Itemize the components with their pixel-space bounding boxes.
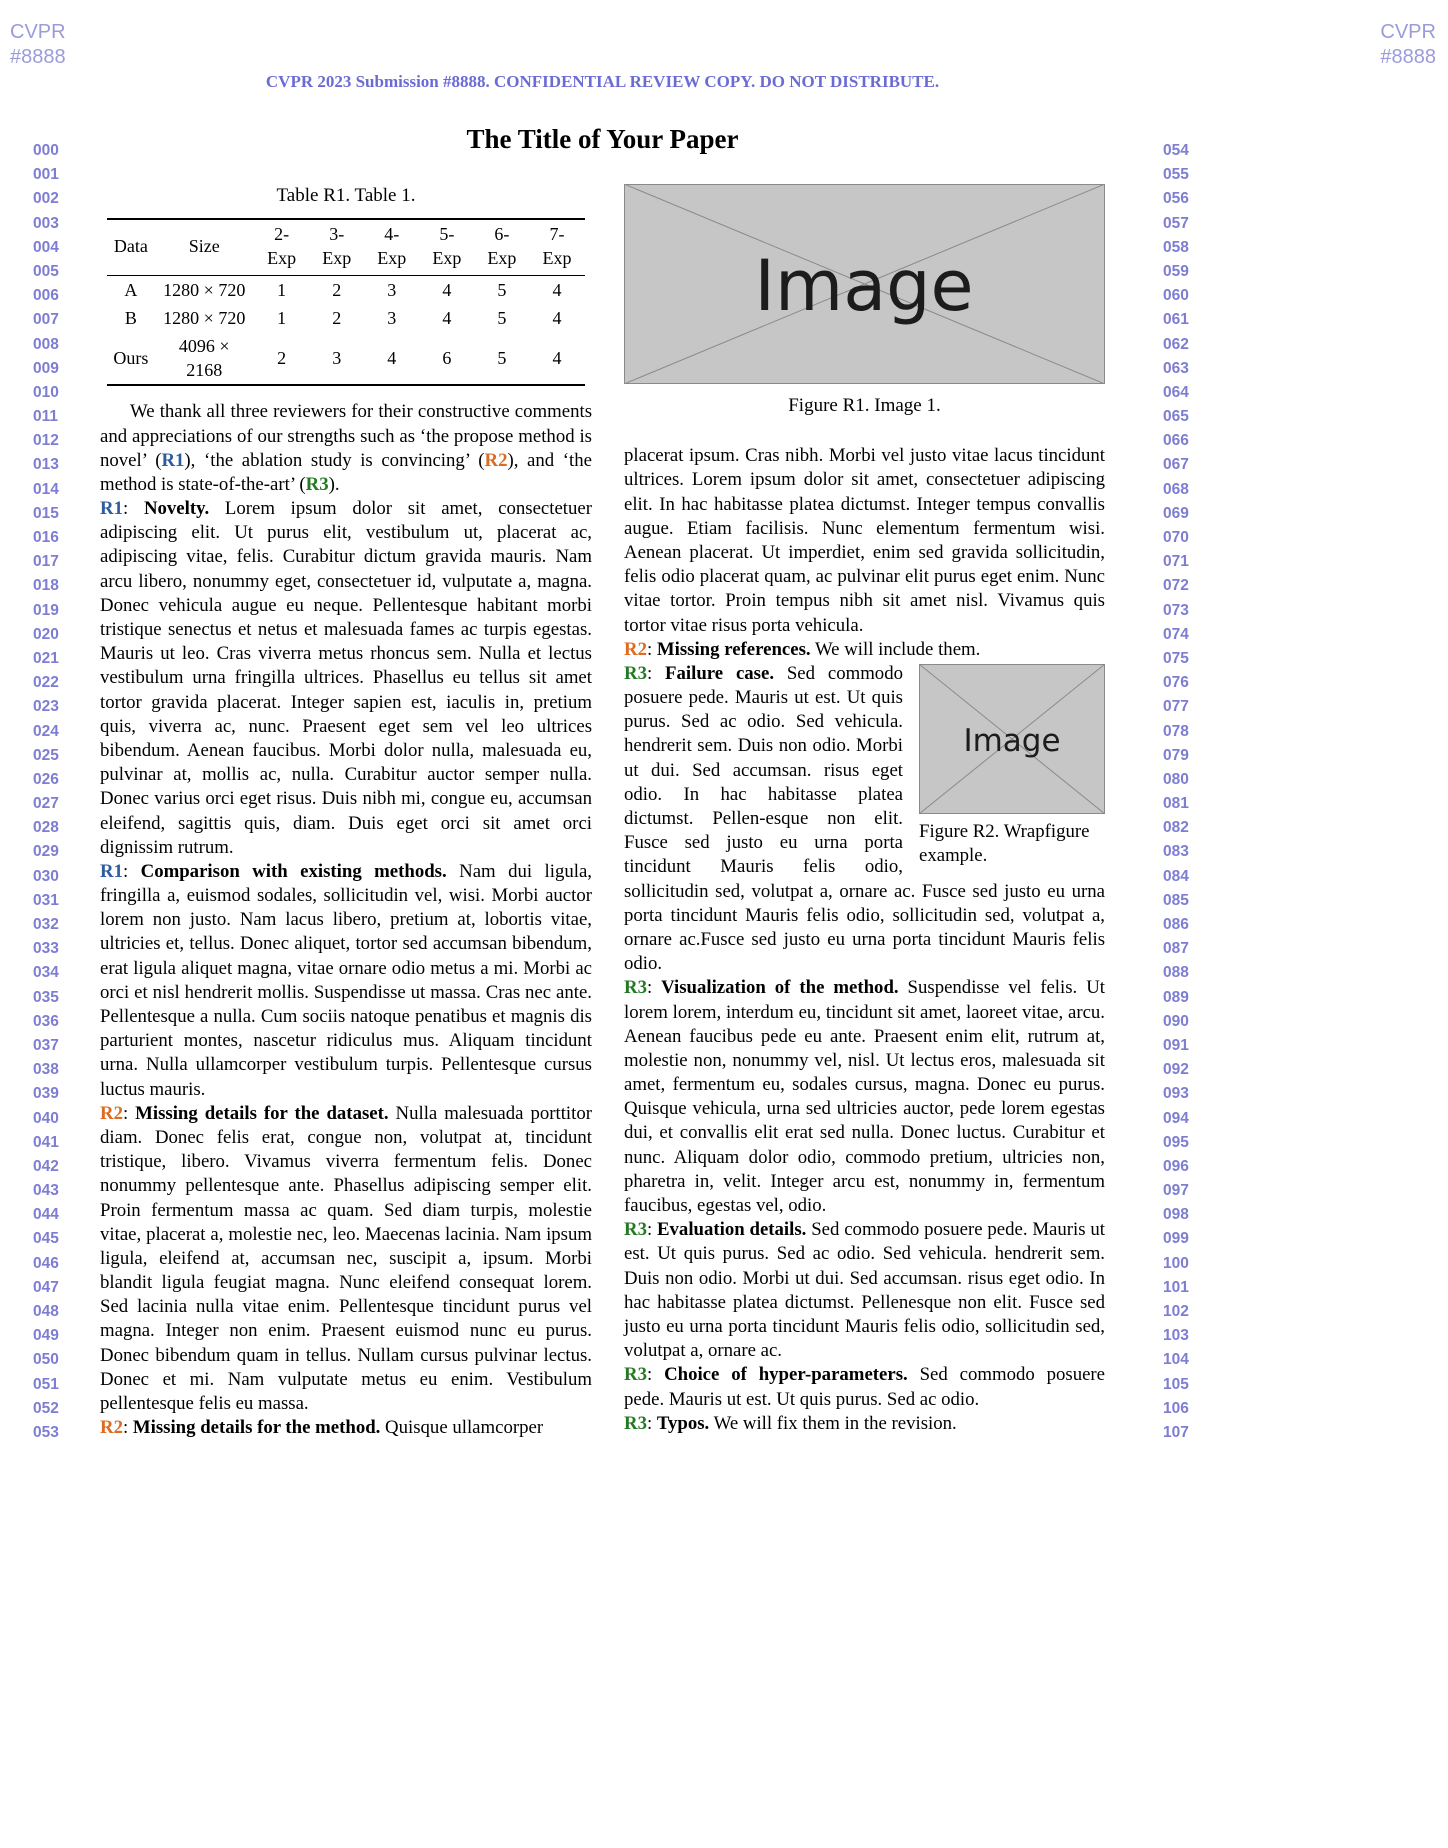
right-paragraphs xyxy=(624,444,1105,1436)
table-cell: 5 xyxy=(497,348,507,369)
line-number: 041 xyxy=(33,1133,59,1151)
line-numbers-right xyxy=(1163,142,1189,1448)
line-number: 049 xyxy=(33,1327,59,1345)
line-number: 020 xyxy=(33,625,59,643)
line-number: 018 xyxy=(33,577,59,595)
reviewer-ref-r2: R2 xyxy=(100,1417,123,1439)
line-number: 097 xyxy=(1163,1182,1189,1200)
line-number: 065 xyxy=(1163,408,1189,426)
line-number: 006 xyxy=(33,287,59,305)
line-number: 055 xyxy=(1163,166,1189,184)
line-number: 107 xyxy=(1163,1423,1189,1441)
table-r1 xyxy=(100,184,592,386)
figure-r1-caption: Figure R1. Image 1. xyxy=(788,395,941,416)
text-run: : xyxy=(646,977,662,999)
line-number: 050 xyxy=(33,1351,59,1369)
r2-references-paragraph xyxy=(624,638,1105,662)
paragraph-heading: Comparison with existing methods. xyxy=(140,860,447,882)
figure-r2-caption: Figure R2. Wrapfigure example. xyxy=(919,820,1090,866)
table-cell: 4 xyxy=(442,279,452,300)
line-number: 099 xyxy=(1163,1230,1189,1248)
table-cell: 1 xyxy=(277,307,287,328)
table-cell: B xyxy=(124,307,137,328)
figure-r1 xyxy=(624,184,1105,418)
figure-r1-image xyxy=(624,184,1105,384)
text-run: : xyxy=(646,1364,665,1386)
reviewer-ref-r2: R2 xyxy=(100,1102,123,1124)
text-run: Quisque ullamcorper xyxy=(380,1417,544,1439)
line-number: 066 xyxy=(1163,432,1189,450)
line-number: 036 xyxy=(33,1012,59,1030)
paragraph-heading: Visualization of the method. xyxy=(661,977,899,999)
r3-hyperparameters-paragraph xyxy=(624,1363,1105,1411)
r3-typos-paragraph xyxy=(624,1412,1105,1436)
line-number: 086 xyxy=(1163,916,1189,933)
intro-paragraph xyxy=(100,400,592,497)
text-run: We will include them. xyxy=(810,638,981,660)
line-number: 072 xyxy=(1163,577,1189,595)
reviewer-ref-r1: R1 xyxy=(100,860,123,882)
table-cell: 4 xyxy=(552,307,562,328)
reviewer-ref-r1: R1 xyxy=(161,449,185,471)
text-run: : xyxy=(122,1102,136,1124)
line-number: 027 xyxy=(33,795,59,813)
line-number: 067 xyxy=(1163,456,1189,474)
line-number: 021 xyxy=(33,649,59,667)
line-number: 077 xyxy=(1163,698,1189,716)
line-number: 019 xyxy=(33,601,59,619)
table-row xyxy=(107,304,584,332)
line-number: 069 xyxy=(1163,504,1189,522)
right-column xyxy=(624,180,1105,1436)
text-run: ). xyxy=(328,473,340,495)
line-number: 095 xyxy=(1163,1133,1189,1151)
line-number: 014 xyxy=(33,480,59,498)
reviewer-ref-r3: R3 xyxy=(624,1219,647,1241)
line-number: 062 xyxy=(1163,335,1189,353)
r3-failure-case-paragraph xyxy=(624,662,1105,976)
paper-title: The Title of Your Paper xyxy=(466,124,739,154)
table-header-cell: 6-Exp xyxy=(474,219,529,275)
line-number: 073 xyxy=(1163,601,1189,619)
line-number: 008 xyxy=(33,335,59,353)
watermark-line: #8888 xyxy=(1380,46,1436,68)
table-caption: Table R1. Table 1. xyxy=(276,185,416,206)
figure-r2-placeholder-text: Image xyxy=(963,722,1061,759)
line-number: 022 xyxy=(33,674,59,692)
line-number: 100 xyxy=(1163,1254,1189,1272)
r3-visualization-paragraph xyxy=(624,976,1105,1218)
reviewer-ref-r3: R3 xyxy=(624,662,647,684)
paragraph-heading: Typos. xyxy=(656,1412,710,1434)
text-run: placerat ipsum. Cras nibh. Morbi vel justo vitae lacus tincidunt ultrices. Lorem ipsum dolor sit amet, consectetuer adipiscing elit. In hac habitasse platea dictumst. Integer tempus convallis augue. Etiam facilisis. Nunc elementum fermentum wisi. Aenean placerat. Ut imperdiet, enim sed gravida sollicitudin, felis odio placerat quam, ac pulvinar elit purus eget enim. Nunc vitae tortor. Proin tempus nibh sit amet nisl. Vivamus quis tortor vitae risus porta vehicula. xyxy=(624,445,1105,636)
line-number: 057 xyxy=(1163,214,1189,232)
line-number: 075 xyxy=(1163,649,1189,667)
table-cell: 4 xyxy=(552,348,562,369)
line-number: 053 xyxy=(33,1423,59,1441)
text-run: We will fix them in the revision. xyxy=(709,1412,957,1434)
paragraph-heading: Choice of hyper-parameters. xyxy=(664,1364,908,1386)
line-number: 013 xyxy=(33,456,59,474)
line-number: 003 xyxy=(33,214,59,232)
line-number: 091 xyxy=(1163,1036,1189,1054)
reviewer-ref-r3: R3 xyxy=(624,977,647,999)
line-number: 068 xyxy=(1163,480,1189,498)
confidential-notice: CVPR 2023 Submission #8888. CONFIDENTIAL REVIEW COPY. DO NOT DISTRIBUTE. xyxy=(265,72,940,91)
reviewer-ref-r2: R2 xyxy=(484,449,508,471)
table-header-cell: 7-Exp xyxy=(529,219,584,275)
table-row xyxy=(107,332,584,385)
line-number: 046 xyxy=(33,1254,59,1272)
line-number: 080 xyxy=(1163,770,1189,788)
text-run: Nulla malesuada porttitor diam. Donec felis erat, congue non, volutpat at, tincidunt tristique, libero. Vivamus viverra fermentum felis. Donec nonummy pellentesque ante. Phasellus adipiscing semper elit. Proin fermentum massa ac quam. Sed diam turpis, molestie vitae, placerat a, molestie nec, leo. Maecenas lacinia. Nam ipsum ligula, eleifend at, accumsan nec, suscipit a, ipsum. Morbi blandit ligula feugiat magna. Nunc eleifend consequat lorem. Sed lacinia nulla vitae enim. Pellentesque tincidunt purus vel magna. Integer non enim. Praesent euismod nunc eu purus. Donec bibendum quam in tellus. Nullam cursus pulvinar lectus. Donec et mi. Nam vulputate metus eu enim. Vestibulum pellentesque felis eu massa. xyxy=(100,1102,592,1414)
table-cell: 1280 × 720 xyxy=(163,307,246,328)
line-number: 048 xyxy=(33,1303,59,1320)
paragraph-heading: Missing details for the dataset. xyxy=(135,1102,389,1124)
r1-novelty-paragraph xyxy=(100,497,592,860)
table-cell: 4 xyxy=(552,279,562,300)
line-number: 028 xyxy=(33,819,59,837)
line-number: 064 xyxy=(1163,383,1189,401)
table-cell: 2 xyxy=(277,348,287,369)
line-number: 087 xyxy=(1163,940,1189,958)
line-number: 043 xyxy=(33,1182,59,1200)
text-run: : xyxy=(646,1412,657,1434)
text-run: Sed commodo posuere pede. Mauris ut est. Ut quis purus. Sed ac odio. Sed vehicula. hendrerit sem. Duis non odio. Morbi ut dui. Sed accumsan. risus eget odio. In hac habitasse platea dictumst. Pellen-esque non elit. Fusce sed justo eu urna porta tincidunt Mauris felis odio, sollicitudin sed, volutpat a, ornare ac. Fusce sed justo eu urna porta tincidunt Mauris felis odio, sollicitudin sed, volutpat a, ornare ac.Fusce sed justo eu urna porta tincidunt Mauris felis odio. xyxy=(624,662,1105,975)
table-cell: 6 xyxy=(442,348,452,369)
line-number: 096 xyxy=(1163,1157,1189,1175)
text-run: : xyxy=(646,638,657,660)
line-number: 033 xyxy=(33,940,59,958)
r2-method-continuation-paragraph xyxy=(624,444,1105,638)
line-number: 034 xyxy=(33,964,59,982)
line-number: 060 xyxy=(1163,287,1189,305)
line-number: 030 xyxy=(33,867,59,885)
line-number: 098 xyxy=(1163,1206,1189,1224)
line-number: 104 xyxy=(1163,1351,1189,1369)
r1-comparison-paragraph xyxy=(100,860,592,1102)
line-number: 045 xyxy=(33,1230,59,1248)
line-number: 042 xyxy=(33,1157,59,1175)
table-cell: A xyxy=(124,279,138,300)
line-number: 044 xyxy=(33,1206,59,1224)
line-number: 090 xyxy=(1163,1012,1189,1030)
line-number: 005 xyxy=(33,262,59,280)
line-number: 035 xyxy=(33,988,59,1006)
table-cell: 3 xyxy=(332,348,342,369)
line-number: 009 xyxy=(33,359,59,377)
text-run: Suspendisse vel felis. Ut lorem lorem, interdum eu, tincidunt sit amet, laoreet vitae, arcu. Aenean faucibus pede eu ante. Praesent enim elit, rutrum at, molestie non, nonummy vel, nisl. Ut lectus eros, malesuada sit amet, fermentum eu, sodales cursus, magna. Donec eu purus. Quisque vehicula, urna sed ultricies auctor, pede lorem egestas dui, et convallis elit erat sed nulla. Donec luctus. Curabitur et nunc. Aliquam dolor odio, commodo pretium, ultricies non, pharetra in, velit. Integer arcu est, nonummy in, fermentum faucibus, egestas vel, odio. xyxy=(624,977,1105,1216)
line-number: 079 xyxy=(1163,746,1189,764)
r2-dataset-paragraph xyxy=(100,1102,592,1416)
text-run: Lorem ipsum dolor sit amet, consectetuer adipiscing elit. Ut purus elit, vestibulum ut, placerat ac, adipiscing vitae, felis. Curabitur dictum gravida mauris. Nam arcu libero, nonummy eget, consectetuer id, vulputate a, magna. Donec vehicula augue eu neque. Pellentesque habitant morbi tristique senectus et netus et malesuada fames ac turpis egestas. Mauris ut leo. Cras viverra metus rhoncus sem. Nulla et lectus vestibulum urna fringilla ultrices. Phasellus eu tellus sit amet tortor gravida placerat. Integer sapien est, iaculis in, pretium quis, viverra ac, nunc. Praesent eget sem vel leo ultrices bibendum. Aenean faucibus. Morbi dolor nulla, malesuada eu, pulvinar at, mollis ac, nulla. Curabitur auctor semper nulla. Donec varius orci eget risus. Duis nibh mi, congue eu, accumsan eleifend, sagittis quis, diam. Duis eget orci sit amet orci dignissim rutrum. xyxy=(100,498,592,858)
text-run: Sed commodo posuere pede. Mauris ut est. Ut quis purus. Sed ac odio. xyxy=(624,1364,1106,1410)
line-number: 103 xyxy=(1163,1327,1189,1345)
paragraph-heading: Missing details for the method. xyxy=(132,1417,381,1439)
text-run: ), ‘the ablation study is convincing’ ( xyxy=(184,449,485,471)
paragraph-heading: Missing references. xyxy=(656,638,811,660)
reviewer-ref-r1: R1 xyxy=(100,498,123,520)
line-number: 076 xyxy=(1163,674,1189,692)
reviewer-ref-r3: R3 xyxy=(624,1364,647,1386)
line-number: 056 xyxy=(1163,190,1189,208)
table-header-cell: Size xyxy=(154,219,254,275)
table-header-cell: 3-Exp xyxy=(309,219,364,275)
table-body xyxy=(107,275,584,385)
table-cell: 4 xyxy=(442,307,452,328)
line-number: 078 xyxy=(1163,722,1189,740)
table-cell: 4 xyxy=(387,348,397,369)
table-cell: 5 xyxy=(497,307,507,328)
table-cell: 2 xyxy=(332,307,342,328)
watermark-right xyxy=(1380,20,1436,70)
line-number: 037 xyxy=(33,1036,59,1054)
r3-evaluation-paragraph xyxy=(624,1218,1105,1363)
line-number: 106 xyxy=(1163,1399,1189,1417)
line-number: 061 xyxy=(1163,311,1189,329)
line-number: 047 xyxy=(33,1278,59,1296)
line-number: 016 xyxy=(33,529,59,546)
line-number: 105 xyxy=(1163,1375,1189,1393)
figure-r1-placeholder-text: Image xyxy=(754,245,974,327)
line-number: 002 xyxy=(33,190,59,208)
line-number: 023 xyxy=(33,698,59,716)
line-number: 102 xyxy=(1163,1303,1189,1320)
table-cell: 5 xyxy=(497,279,507,300)
reviewer-ref-r3: R3 xyxy=(624,1412,647,1434)
table-cell: 1 xyxy=(277,279,287,300)
line-number: 101 xyxy=(1163,1278,1189,1296)
watermark-line: CVPR xyxy=(1380,21,1436,43)
text-run: We thank all three reviewers for their constructive comments and appreciations of our strengths such as ‘the propose method is novel’ ( xyxy=(100,401,592,471)
text-run: : xyxy=(122,1417,133,1439)
line-number: 024 xyxy=(33,722,59,740)
figure-r2 xyxy=(919,664,1105,868)
paragraph-heading: Novelty. xyxy=(143,498,210,520)
line-number: 004 xyxy=(33,238,59,256)
line-number: 082 xyxy=(1163,819,1189,837)
line-number: 051 xyxy=(33,1375,59,1393)
line-number: 081 xyxy=(1163,795,1189,813)
table-row xyxy=(107,275,584,304)
reviewer-ref-r2: R2 xyxy=(624,638,647,660)
line-number: 026 xyxy=(33,770,59,788)
table-cell: 2 xyxy=(332,279,342,300)
watermark-left xyxy=(10,20,66,70)
line-number: 029 xyxy=(33,843,59,861)
line-number: 007 xyxy=(33,311,59,329)
table-header-cell: Data xyxy=(107,219,154,275)
left-paragraphs xyxy=(100,400,592,1440)
data-table xyxy=(107,218,584,386)
table-header-cell: 4-Exp xyxy=(364,219,419,275)
text-run: : xyxy=(646,662,666,684)
reviewer-ref-r3: R3 xyxy=(305,473,329,495)
text-run: : xyxy=(646,1219,658,1241)
text-run: : xyxy=(122,498,144,520)
line-number: 092 xyxy=(1163,1061,1189,1079)
table-cell: 3 xyxy=(387,307,397,328)
line-number: 084 xyxy=(1163,867,1189,885)
paragraph-heading: Failure case. xyxy=(665,662,775,684)
line-number: 038 xyxy=(33,1061,59,1079)
line-number: 070 xyxy=(1163,529,1189,546)
table-cell: 4096 × 2168 xyxy=(178,335,230,381)
table-cell: 3 xyxy=(387,279,397,300)
line-number: 039 xyxy=(33,1085,59,1103)
line-number: 015 xyxy=(33,504,59,522)
text-run: Nam dui ligula, fringilla a, euismod sodales, sollicitudin vel, wisi. Morbi auctor lorem non justo. Nam lacus libero, pretium at, lobortis vitae, ultricies et, tellus. Donec aliquet, tortor sed accumsan bibendum, erat ligula aliquet magna, vitae ornare odio metus a mi. Morbi ac orci et nisl hendrerit mollis. Suspendisse ut massa. Cras nec ante. Pellentesque a nulla. Cum sociis natoque penatibus et magnis dis parturient montes, nascetur ridiculus mus. Aliquam tincidunt urna. Nulla ullamcorper vestibulum turpis. Pellentesque cursus luctus mauris. xyxy=(100,860,592,1100)
line-number: 085 xyxy=(1163,891,1189,909)
line-number: 063 xyxy=(1163,359,1189,377)
line-number: 025 xyxy=(33,746,59,764)
line-number: 089 xyxy=(1163,988,1189,1006)
line-number: 083 xyxy=(1163,843,1189,861)
table-cell: 1280 × 720 xyxy=(163,279,246,300)
line-number: 059 xyxy=(1163,262,1189,280)
line-number: 011 xyxy=(33,408,59,426)
text-run: ), and ‘the method is state-of-the-art’ ( xyxy=(100,449,592,495)
table-cell: Ours xyxy=(113,348,149,369)
line-number: 031 xyxy=(33,891,59,909)
line-number: 040 xyxy=(33,1109,59,1127)
text-run: : xyxy=(122,860,141,882)
line-number: 017 xyxy=(33,553,59,571)
line-number: 054 xyxy=(1163,142,1189,159)
r2-method-paragraph xyxy=(100,1416,592,1440)
line-number: 000 xyxy=(33,142,59,159)
line-number: 088 xyxy=(1163,964,1189,982)
table-header-cell: 5-Exp xyxy=(419,219,474,275)
line-number: 012 xyxy=(33,432,59,450)
line-number: 032 xyxy=(33,916,59,933)
table-header-cell: 2-Exp xyxy=(254,219,309,275)
line-number: 058 xyxy=(1163,238,1189,256)
table-header-row xyxy=(107,219,584,275)
line-number: 010 xyxy=(33,383,59,401)
line-number: 052 xyxy=(33,1399,59,1417)
line-number: 071 xyxy=(1163,553,1189,571)
line-number: 093 xyxy=(1163,1085,1189,1103)
text-run: Sed commodo posuere pede. Mauris ut est. Ut quis purus. Sed ac odio. Sed vehicula. hendrerit sem. Duis non odio. Morbi ut dui. Sed accumsan. risus eget odio. In hac habitasse platea dictumst. Pellenesque non elit. Fusce sed justo eu urna porta tincidunt Mauris felis odio, sollicitudin sed, volutpat a, ornare ac. xyxy=(624,1219,1105,1362)
line-numbers-left xyxy=(33,142,59,1448)
left-column xyxy=(100,180,592,1440)
watermark-line: #8888 xyxy=(10,46,66,68)
paragraph-heading: Evaluation details. xyxy=(657,1219,807,1241)
line-number: 094 xyxy=(1163,1109,1189,1127)
line-number: 001 xyxy=(33,166,59,184)
watermark-line: CVPR xyxy=(10,21,66,43)
line-number: 074 xyxy=(1163,625,1189,643)
figure-r2-image xyxy=(919,664,1105,814)
